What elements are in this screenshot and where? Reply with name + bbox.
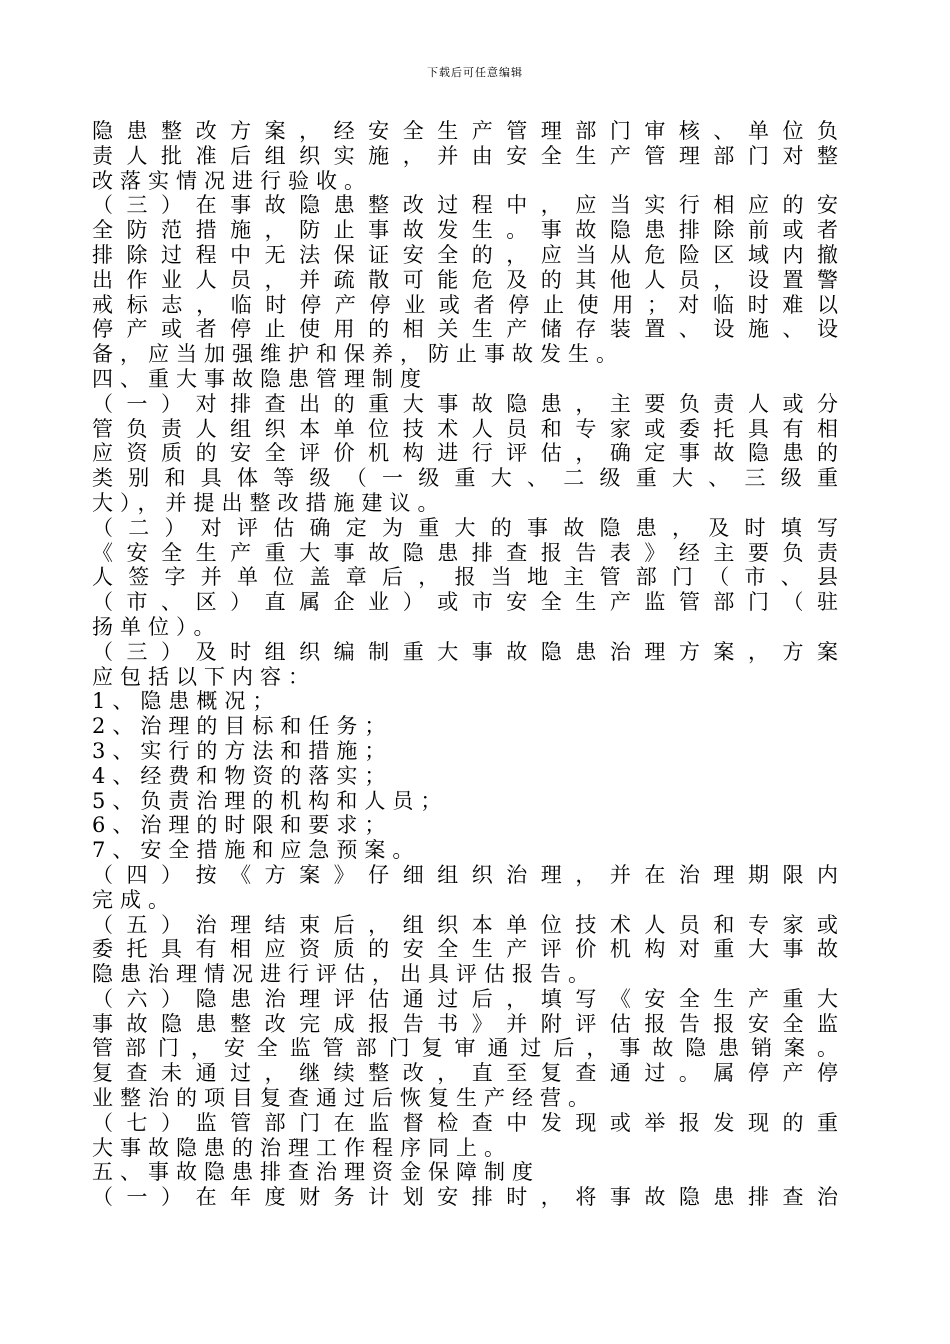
text-line: 五、事故隐患排查治理资金保障制度 [92, 1160, 540, 1185]
text-line: 大事故隐患的治理工作程序同上。 [92, 1135, 512, 1160]
text-line: 业整治的项目复查通过后恢复生产经营。 [92, 1086, 596, 1111]
text-line: 改落实情况进行验收。 [92, 168, 372, 193]
text-line: 人 签 字 并 单 位 盖 章 后 ， 报 当 地 主 管 部 门 （ 市 、 县 [92, 565, 838, 590]
text-line: 隐患治理情况进行评估，出具评估报告。 [92, 962, 596, 987]
text-line: （ 一 ） 在 年 度 财 务 计 划 安 排 时 ， 将 事 故 隐 患 排 查 治 [92, 1185, 838, 1210]
text-line: 备，应当加强维护和保养，防止事故发生。 [92, 342, 624, 367]
text-line: 隐 患 整 改 方 案 ， 经 安 全 生 产 管 理 部 门 审 核 、 单 位 负 [92, 119, 838, 143]
text-line: （ 二 ） 对 评 估 确 定 为 重 大 的 事 故 隐 患 ， 及 时 填 写 [92, 515, 838, 540]
text-line: 1、隐患概况； [92, 689, 281, 714]
text-line: 6、治理的时限和要求； [92, 813, 393, 838]
text-line: 全 防 范 措 施 ， 防 止 事 故 发 生 。 事 故 隐 患 排 除 前 或 者 [92, 218, 838, 243]
text-line: （ 七 ） 监 管 部 门 在 监 督 检 查 中 发 现 或 举 报 发 现 的 重 [92, 1110, 838, 1135]
text-line: 4、经费和物资的落实； [92, 763, 393, 788]
text-line: （ 四 ） 按 《 方 案 》 仔 细 组 织 治 理 ， 并 在 治 理 期 限 内 [92, 862, 838, 887]
page-header: 下载后可任意编辑 [427, 66, 523, 79]
text-line: 复 查 未 通 过 ， 继 续 整 改 ， 直 至 复 查 通 过 。 属 停 产 停 [92, 1061, 838, 1086]
text-line: （ 三 ） 及 时 组 织 编 制 重 大 事 故 隐 患 治 理 方 案 ， 方 案 [92, 639, 838, 664]
text-line: 管 部 门 ， 安 全 监 管 部 门 复 审 通 过 后 ， 事 故 隐 患 销 案 。 [92, 1036, 838, 1061]
text-line: 《 安 全 生 产 重 大 事 故 隐 患 排 查 报 告 表 》 经 主 要 负 责 [92, 540, 838, 565]
text-line: 四、重大事故隐患管理制度 [92, 366, 428, 391]
text-line: 管 负 责 人 组 织 本 单 位 技 术 人 员 和 专 家 或 委 托 具 有 相 [92, 416, 838, 441]
text-line: 应包括以下内容： [92, 664, 316, 689]
text-line: （ 市 、 区 ） 直 属 企 业 ） 或 市 安 全 生 产 监 管 部 门 （ 驻 [92, 590, 838, 615]
document-body [92, 119, 838, 1210]
text-line: 3、实行的方法和措施； [92, 738, 393, 763]
text-line: 出 作 业 人 员 ， 并 疏 散 可 能 危 及 的 其 他 人 员 ， 设 置 警 [92, 267, 838, 292]
text-line: （ 五 ） 治 理 结 束 后 ， 组 织 本 单 位 技 术 人 员 和 专 家 或 [92, 912, 838, 937]
text-line: 5、负责治理的机构和人员； [92, 788, 449, 813]
text-line: 类 别 和 具 体 等 级 （ 一 级 重 大 、 二 级 重 大 、 三 级 重 [92, 466, 838, 491]
text-line: 7、安全措施和应急预案。 [92, 838, 421, 863]
text-line: 扬单位）。 [92, 614, 222, 639]
text-line: 戒 标 志 ， 临 时 停 产 停 业 或 者 停 止 使 用 ； 对 临 时 难 以 [92, 292, 838, 317]
text-line: （ 三 ） 在 事 故 隐 患 整 改 过 程 中 ， 应 当 实 行 相 应 的 安 [92, 193, 838, 218]
text-line: 2、治理的目标和任务； [92, 714, 393, 739]
text-line: 大），并提出整改措施建议。 [92, 490, 446, 515]
text-line: 应 资 质 的 安 全 评 价 机 构 进 行 评 估 ， 确 定 事 故 隐 患 的 [92, 441, 838, 466]
text-line: （ 一 ） 对 排 查 出 的 重 大 事 故 隐 患 ， 主 要 负 责 人 或 分 [92, 391, 838, 416]
text-line: 停 产 或 者 停 止 使 用 的 相 关 生 产 储 存 装 置 、 设 施 、 设 [92, 317, 838, 342]
text-line: 委 托 具 有 相 应 资 质 的 安 全 生 产 评 价 机 构 对 重 大 事 故 [92, 937, 838, 962]
text-line: 事 故 隐 患 整 改 完 成 报 告 书 》 并 附 评 估 报 告 报 安 全 监 [92, 1011, 838, 1036]
text-line: 排 除 过 程 中 无 法 保 证 安 全 的 ， 应 当 从 危 险 区 域 内 撤 [92, 242, 838, 267]
text-line: （ 六 ） 隐 患 治 理 评 估 通 过 后 ， 填 写 《 安 全 生 产 重 大 [92, 986, 838, 1011]
text-line: 责 人 批 准 后 组 织 实 施 ， 并 由 安 全 生 产 管 理 部 门 对 整 [92, 143, 838, 168]
text-line: 完成。 [92, 887, 176, 912]
